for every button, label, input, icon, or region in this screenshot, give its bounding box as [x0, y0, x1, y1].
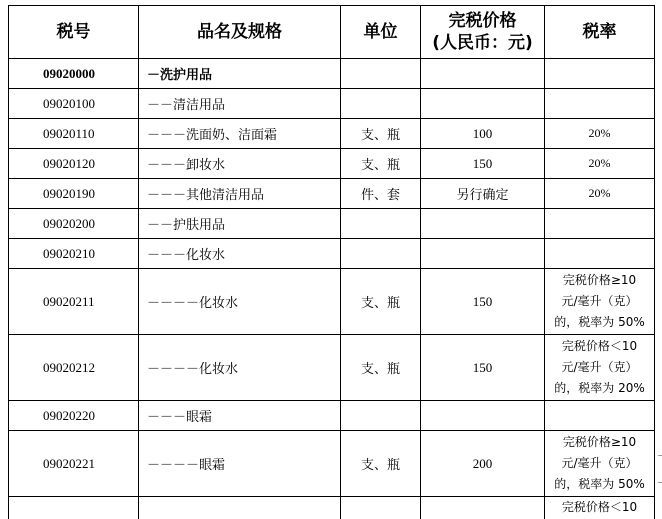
cell-code: 09020190	[9, 179, 139, 209]
cell-unit	[341, 497, 421, 519]
edge-tick-mark	[658, 455, 662, 456]
cell-price	[421, 59, 545, 89]
cell-rate: 20%	[545, 119, 655, 149]
cell-rate	[545, 269, 655, 335]
cell-code: 09020000	[9, 59, 139, 89]
cell-unit: 件、套	[341, 179, 421, 209]
rate-line: 完税价格≥10	[562, 273, 637, 287]
cell-price: 另行确定	[421, 179, 545, 209]
cell-rate	[545, 209, 655, 239]
rate-line: 完税价格＜10	[561, 500, 638, 514]
cell-rate	[545, 497, 655, 519]
cell-price: 150	[421, 269, 545, 335]
table-row	[9, 269, 655, 335]
cell-price: 150	[421, 335, 545, 401]
table-row	[9, 401, 655, 431]
cell-unit: 支、瓶	[341, 119, 421, 149]
header-code: 税号	[9, 6, 139, 59]
header-unit: 单位	[341, 6, 421, 59]
cell-code: 09020120	[9, 149, 139, 179]
header-price-line1: 完税价格	[448, 11, 517, 31]
cell-unit: 支、瓶	[341, 149, 421, 179]
cell-code	[9, 497, 139, 519]
cell-code: 09020211	[9, 269, 139, 335]
cell-name: －－－－化妆水	[139, 269, 341, 335]
cell-price	[421, 497, 545, 519]
cell-unit: 支、瓶	[341, 335, 421, 401]
cell-rate	[545, 335, 655, 401]
cell-unit	[341, 59, 421, 89]
edge-tick-mark	[658, 482, 662, 483]
cell-rate	[545, 401, 655, 431]
cell-price	[421, 209, 545, 239]
cell-rate	[545, 89, 655, 119]
cell-price	[421, 401, 545, 431]
cell-name: －－清洁用品	[139, 89, 341, 119]
tariff-table	[8, 5, 655, 519]
rate-line: 完税价格≥10	[562, 435, 637, 449]
tariff-table-frame	[8, 5, 662, 519]
cell-name: －－－洗面奶、洁面霜	[139, 119, 341, 149]
cell-code: 09020220	[9, 401, 139, 431]
cell-unit: 支、瓶	[341, 431, 421, 497]
header-price	[421, 6, 545, 59]
header-row	[9, 6, 655, 59]
table-row	[9, 431, 655, 497]
cell-name: －－护肤用品	[139, 209, 341, 239]
rate-line: 完税价格＜10	[561, 339, 638, 353]
cell-name: －－－－化妆水	[139, 335, 341, 401]
cell-name: －－－化妆水	[139, 239, 341, 269]
cell-rate	[545, 59, 655, 89]
cell-unit	[341, 209, 421, 239]
cell-name: －－－－眼霜	[139, 431, 341, 497]
rate-line: 的，税率为 50%	[554, 477, 645, 491]
table-row	[9, 119, 655, 149]
cell-unit: 支、瓶	[341, 269, 421, 335]
cell-price: 100	[421, 119, 545, 149]
table-row	[9, 209, 655, 239]
cell-rate	[545, 431, 655, 497]
cell-code: 09020212	[9, 335, 139, 401]
cell-unit	[341, 401, 421, 431]
cell-code: 09020110	[9, 119, 139, 149]
cell-rate: 20%	[545, 179, 655, 209]
rate-line: 的，税率为 20%	[554, 381, 645, 395]
cell-name: －－－眼霜	[139, 401, 341, 431]
table-row	[9, 59, 655, 89]
table-row	[9, 497, 655, 519]
rate-line: 元/毫升（克）	[561, 456, 638, 470]
header-name: 品名及规格	[139, 6, 341, 59]
table-row	[9, 149, 655, 179]
cell-unit	[341, 89, 421, 119]
cell-code: 09020210	[9, 239, 139, 269]
header-rate: 税率	[545, 6, 655, 59]
cell-rate	[545, 239, 655, 269]
table-row	[9, 335, 655, 401]
cell-code: 09020221	[9, 431, 139, 497]
header-price-line2: (人民币：元)	[432, 33, 533, 53]
cell-price	[421, 239, 545, 269]
cell-name: －洗护用品	[139, 59, 341, 89]
cell-rate: 20%	[545, 149, 655, 179]
cell-code: 09020100	[9, 89, 139, 119]
cell-code: 09020200	[9, 209, 139, 239]
cell-unit	[341, 239, 421, 269]
cell-price	[421, 89, 545, 119]
rate-line: 元/毫升（克）	[561, 294, 638, 308]
cell-name: －－－卸妆水	[139, 149, 341, 179]
table-row	[9, 179, 655, 209]
cell-name: －－－其他清洁用品	[139, 179, 341, 209]
table-row	[9, 239, 655, 269]
rate-line: 的，税率为 50%	[554, 315, 645, 329]
rate-line: 元/毫升（克）	[561, 360, 638, 374]
cell-price: 150	[421, 149, 545, 179]
cell-name	[139, 497, 341, 519]
cell-price: 200	[421, 431, 545, 497]
table-row	[9, 89, 655, 119]
